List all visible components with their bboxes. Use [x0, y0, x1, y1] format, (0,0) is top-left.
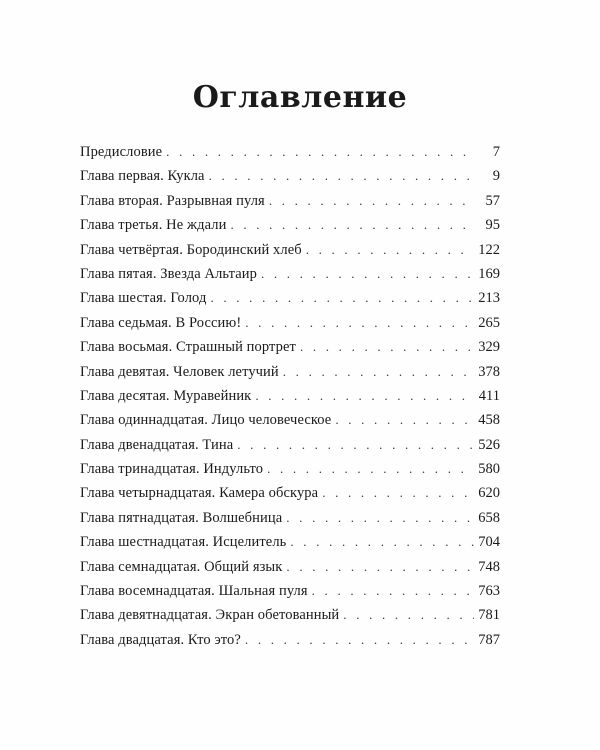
toc-entry-label: Глава вторая. Разрывная пуля — [80, 192, 265, 209]
toc-entry-chapter-1 — [80, 164, 500, 188]
toc-entry-page: 9 — [492, 168, 500, 185]
dot-leader — [255, 384, 474, 408]
dot-leader — [269, 189, 474, 213]
toc-entry-page: 122 — [478, 241, 500, 258]
dot-leader — [230, 213, 474, 237]
toc-entry-label: Глава десятая. Муравейник — [80, 387, 252, 404]
dot-leader — [267, 457, 474, 481]
toc-entry-chapter-16 — [80, 530, 500, 554]
toc-entry-label: Глава четвёртая. Бородинский хлеб — [80, 241, 302, 258]
toc-entry-chapter-14 — [80, 481, 500, 505]
toc-entry-chapter-18 — [80, 579, 500, 603]
page-title: Оглавление — [192, 80, 408, 115]
toc-entry-chapter-5 — [80, 262, 500, 286]
toc-entry-page: 526 — [478, 436, 500, 453]
toc-entry-page: 411 — [478, 387, 500, 404]
toc-entry-page: 265 — [478, 314, 500, 331]
dot-leader — [261, 262, 474, 286]
toc-entry-page: 57 — [485, 192, 500, 209]
toc-entry-page: 213 — [478, 290, 500, 307]
toc-entry-label: Глава одиннадцатая. Лицо человеческое — [80, 412, 332, 429]
toc-entry-chapter-8 — [80, 335, 500, 359]
toc-entry-chapter-12 — [80, 433, 500, 457]
toc-entry-page: 763 — [478, 583, 500, 600]
toc-entry-chapter-7 — [80, 311, 500, 335]
toc-entry-page: 704 — [478, 534, 500, 551]
toc-entry-label: Глава двадцатая. Кто это? — [80, 631, 241, 648]
dot-leader — [322, 481, 474, 505]
toc-entry-label: Глава четырнадцатая. Камера обскура — [80, 485, 319, 502]
dot-leader — [237, 433, 474, 457]
toc-entry-page: 580 — [478, 461, 500, 478]
toc-entry-chapter-9 — [80, 360, 500, 384]
dot-leader — [283, 360, 474, 384]
toc-entry-page: 95 — [485, 217, 500, 234]
dot-leader — [290, 530, 474, 554]
dot-leader — [335, 408, 474, 432]
toc-entry-label: Глава тринадцатая. Индульто — [80, 461, 264, 478]
toc-entry-page: 378 — [478, 363, 500, 380]
toc-entry-label: Глава двенадцатая. Тина — [80, 436, 234, 453]
dot-leader — [286, 555, 474, 579]
toc-entry-label: Глава девятнадцатая. Экран обетованный — [80, 607, 340, 624]
toc-entry-chapter-19 — [80, 603, 500, 627]
toc-entry-label: Глава шестая. Голод — [80, 290, 207, 307]
toc-entry-chapter-20 — [80, 628, 500, 652]
dot-leader — [343, 603, 474, 627]
dot-leader — [312, 579, 474, 603]
toc-entry-label: Глава первая. Кукла — [80, 168, 205, 185]
toc-entry-label: Глава шестнадцатая. Исцелитель — [80, 534, 287, 551]
toc-entry-chapter-2 — [80, 189, 500, 213]
toc-entry-chapter-13 — [80, 457, 500, 481]
toc-entry-page: 748 — [478, 558, 500, 575]
toc-entry-page: 458 — [478, 412, 500, 429]
toc-entry-label: Глава пятая. Звезда Альтаир — [80, 265, 257, 282]
dot-leader — [245, 628, 474, 652]
toc-entry-chapter-4 — [80, 238, 500, 262]
toc-entry-label: Глава седьмая. В Россию! — [80, 314, 242, 331]
toc-entry-label: Глава восемнадцатая. Шальная пуля — [80, 583, 308, 600]
toc-entry-page: 658 — [478, 509, 500, 526]
toc-entry-page: 787 — [478, 631, 500, 648]
toc-entry-chapter-11 — [80, 408, 500, 432]
toc-entry-page: 7 — [492, 144, 500, 160]
dot-leader — [209, 164, 474, 188]
toc-entry-page: 620 — [478, 485, 500, 502]
toc-entry-label: Глава восьмая. Страшный портрет — [80, 339, 296, 356]
toc-entry-label: Глава третья. Не ждали — [80, 217, 227, 234]
toc-entry-preface — [80, 140, 500, 164]
dot-leader — [210, 286, 474, 310]
dot-leader — [166, 140, 474, 164]
table-of-contents — [80, 140, 500, 652]
dot-leader — [245, 311, 474, 335]
toc-entry-chapter-10 — [80, 384, 500, 408]
toc-entry-page: 781 — [478, 607, 500, 624]
toc-entry-page: 329 — [478, 339, 500, 356]
toc-entry-label: Глава девятая. Человек летучий — [80, 363, 279, 380]
dot-leader — [306, 238, 474, 262]
toc-entry-chapter-6 — [80, 286, 500, 310]
toc-entry-label: Глава пятнадцатая. Волшебница — [80, 509, 283, 526]
toc-entry-chapter-3 — [80, 213, 500, 237]
toc-entry-chapter-17 — [80, 555, 500, 579]
toc-entry-chapter-15 — [80, 506, 500, 530]
toc-entry-label: Глава семнадцатая. Общий язык — [80, 558, 283, 575]
toc-entry-page: 169 — [478, 265, 500, 282]
dot-leader — [300, 335, 474, 359]
dot-leader — [286, 506, 474, 530]
toc-entry-label: Предисловие — [80, 144, 163, 160]
